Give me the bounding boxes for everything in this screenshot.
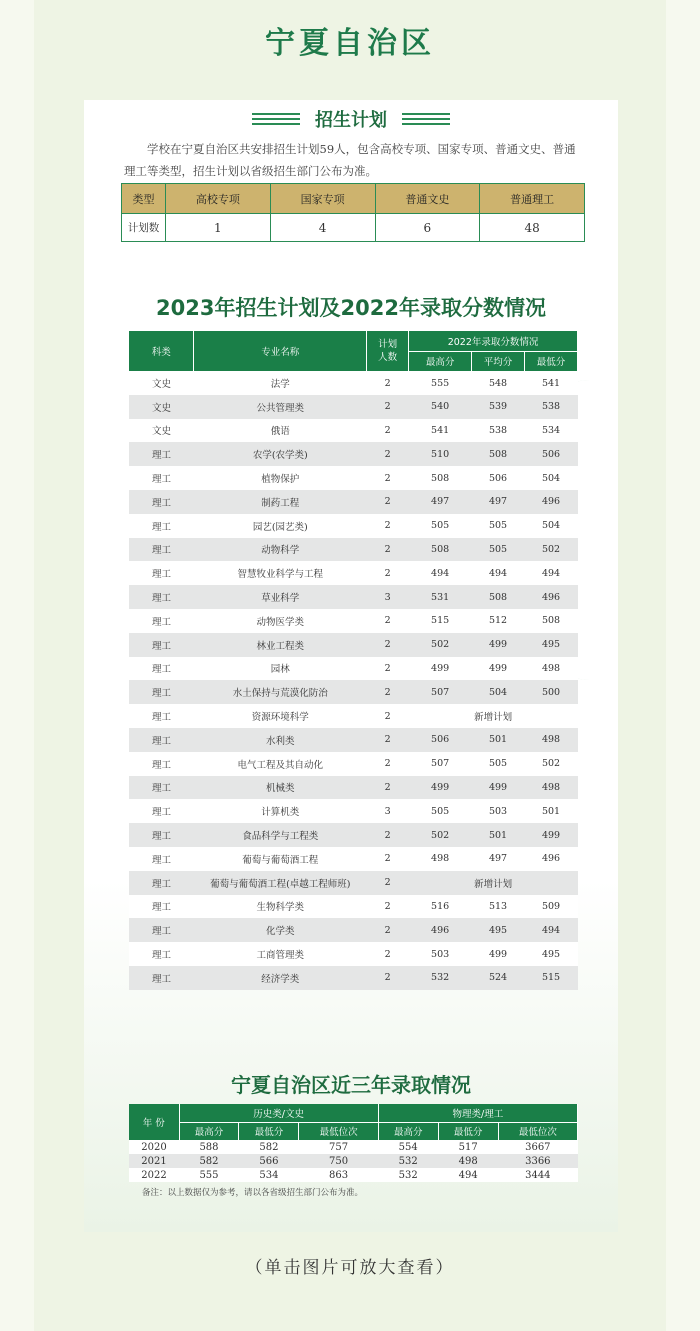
history-note: 备注：以上数据仅为参考，请以各省级招生部门公布为准。 <box>142 1188 364 1198</box>
major-cell-max: 499 <box>409 776 472 800</box>
major-cell-category: 理工 <box>129 514 194 538</box>
major-cell-plan: 2 <box>367 371 409 395</box>
major-cell-category: 理工 <box>129 633 194 657</box>
major-row <box>129 561 578 585</box>
major-row <box>129 918 578 942</box>
hist-header-group1: 历史类/文史 <box>179 1104 378 1122</box>
plan-table <box>121 183 585 242</box>
major-cell-max: 498 <box>409 847 472 871</box>
major-cell-major: 法学 <box>194 371 367 395</box>
heading-lines-right <box>402 110 450 128</box>
history-cell: 517 <box>438 1140 498 1154</box>
major-cell-category: 理工 <box>129 752 194 776</box>
major-cell-min: 502 <box>525 538 578 562</box>
hist-subheader: 最低分 <box>239 1122 299 1140</box>
col-header-plan: 计划 人数 <box>367 331 409 371</box>
history-cell: 582 <box>179 1154 239 1168</box>
major-cell-min: 496 <box>525 490 578 514</box>
major-row <box>129 442 578 466</box>
major-cell-min: 500 <box>525 680 578 704</box>
major-row <box>129 585 578 609</box>
plan-cell: 计划数 <box>122 214 166 242</box>
major-row <box>129 871 578 895</box>
major-cell-min: 504 <box>525 514 578 538</box>
plan-section-heading <box>84 106 618 132</box>
major-cell-plan: 2 <box>367 823 409 847</box>
major-cell-avg: 494 <box>472 561 525 585</box>
major-cell-avg: 499 <box>472 942 525 966</box>
major-cell-major: 动物医学类 <box>194 609 367 633</box>
major-cell-min: 515 <box>525 966 578 990</box>
major-cell-plan: 2 <box>367 442 409 466</box>
major-cell-max: 508 <box>409 538 472 562</box>
major-cell-major: 水利类 <box>194 728 367 752</box>
hist-subheader: 最低位次 <box>498 1122 577 1140</box>
col-header-max: 最高分 <box>409 351 472 371</box>
plan-cell: 48 <box>480 214 585 242</box>
enlarge-hint: （单击图片可放大查看） <box>245 1258 455 1278</box>
history-cell: 750 <box>299 1154 378 1168</box>
history-cell-year: 2020 <box>129 1140 179 1154</box>
major-cell-plan: 2 <box>367 514 409 538</box>
plan-header: 高校专项 <box>166 184 271 214</box>
major-row <box>129 847 578 871</box>
major-cell-min: 498 <box>525 728 578 752</box>
major-cell-major: 俄语 <box>194 419 367 443</box>
major-cell-max: 503 <box>409 942 472 966</box>
major-cell-plan: 3 <box>367 799 409 823</box>
major-cell-category: 理工 <box>129 823 194 847</box>
major-cell-major: 草业科学 <box>194 585 367 609</box>
hist-subheader: 最高分 <box>179 1122 239 1140</box>
major-cell-major: 资源环境科学 <box>194 704 367 728</box>
major-cell-plan: 2 <box>367 490 409 514</box>
major-cell-major: 生物科学类 <box>194 895 367 919</box>
major-row <box>129 395 578 419</box>
major-cell-plan: 2 <box>367 395 409 419</box>
major-row <box>129 419 578 443</box>
major-cell-max: 505 <box>409 514 472 538</box>
plan-section-title: 招生计划 <box>315 110 387 131</box>
major-cell-category: 理工 <box>129 966 194 990</box>
major-cell-plan: 2 <box>367 538 409 562</box>
major-cell-major: 水土保持与荒漠化防治 <box>194 680 367 704</box>
plan-header: 普通理工 <box>480 184 585 214</box>
major-cell-min: 538 <box>525 395 578 419</box>
col-header-avg: 平均分 <box>472 351 525 371</box>
major-cell-max: 508 <box>409 466 472 490</box>
page-title: 宁夏自治区 <box>265 26 435 61</box>
major-cell-category: 文史 <box>129 371 194 395</box>
history-cell: 863 <box>299 1168 378 1182</box>
major-cell-major: 林业工程类 <box>194 633 367 657</box>
major-cell-min: 541 <box>525 371 578 395</box>
major-cell-plan: 2 <box>367 847 409 871</box>
major-cell-min: 534 <box>525 419 578 443</box>
history-cell: 3667 <box>498 1140 577 1154</box>
major-row <box>129 680 578 704</box>
history-cell: 588 <box>179 1140 239 1154</box>
major-cell-category: 理工 <box>129 538 194 562</box>
plan-intro: 学校在宁夏自治区共安排招生计划59人，包含高校专项、国家专项、普通文史、普通理工等类型，招生计划以省级招生部门公布为准。 <box>124 142 576 178</box>
major-cell-avg: 499 <box>472 633 525 657</box>
history-cell-year: 2021 <box>129 1154 179 1168</box>
history-cell: 532 <box>378 1168 438 1182</box>
major-cell-max: 510 <box>409 442 472 466</box>
hist-subheader: 最低分 <box>438 1122 498 1140</box>
history-row <box>129 1140 578 1154</box>
major-cell-category: 理工 <box>129 895 194 919</box>
major-cell-avg: 501 <box>472 728 525 752</box>
major-cell-max: 502 <box>409 633 472 657</box>
major-cell-major: 化学类 <box>194 918 367 942</box>
history-cell: 532 <box>378 1154 438 1168</box>
history-cell: 554 <box>378 1140 438 1154</box>
major-cell-major: 葡萄与葡萄酒工程 <box>194 847 367 871</box>
right-margin <box>666 0 700 1331</box>
hist-subheader: 最低位次 <box>299 1122 378 1140</box>
history-section-title: 宁夏自治区近三年录取情况 <box>231 1073 471 1097</box>
hist-subheader: 最高分 <box>378 1122 438 1140</box>
major-cell-plan: 2 <box>367 657 409 681</box>
major-cell-max: 499 <box>409 657 472 681</box>
major-cell-category: 理工 <box>129 728 194 752</box>
major-row <box>129 371 578 395</box>
plan-header: 国家专项 <box>270 184 375 214</box>
major-row <box>129 799 578 823</box>
major-cell-major: 机械类 <box>194 776 367 800</box>
major-cell-min: 502 <box>525 752 578 776</box>
plan-cell: 6 <box>375 214 480 242</box>
major-cell-min: 494 <box>525 561 578 585</box>
major-cell-plan: 2 <box>367 561 409 585</box>
major-cell-max: 507 <box>409 752 472 776</box>
major-cell-major: 计算机类 <box>194 799 367 823</box>
major-cell-avg: 513 <box>472 895 525 919</box>
major-cell-major: 电气工程及其自动化 <box>194 752 367 776</box>
major-cell-major: 智慧牧业科学与工程 <box>194 561 367 585</box>
heading-lines-left <box>252 110 300 128</box>
col-header-score-group: 2022年录取分数情况 <box>409 331 578 351</box>
major-cell-major: 工商管理类 <box>194 942 367 966</box>
major-cell-max: 516 <box>409 895 472 919</box>
major-cell-category: 理工 <box>129 585 194 609</box>
major-cell-max: 515 <box>409 609 472 633</box>
history-cell-year: 2022 <box>129 1168 179 1182</box>
major-row <box>129 514 578 538</box>
major-cell-avg: 524 <box>472 966 525 990</box>
major-cell-max: 502 <box>409 823 472 847</box>
major-cell-category: 文史 <box>129 419 194 443</box>
major-cell-max: 505 <box>409 799 472 823</box>
major-row <box>129 966 578 990</box>
major-cell-plan: 2 <box>367 752 409 776</box>
major-cell-category: 理工 <box>129 847 194 871</box>
major-cell-category: 理工 <box>129 704 194 728</box>
major-cell-new-plan: 新增计划 <box>409 871 578 895</box>
history-cell: 498 <box>438 1154 498 1168</box>
major-cell-min: 508 <box>525 609 578 633</box>
major-cell-max: 540 <box>409 395 472 419</box>
major-cell-category: 理工 <box>129 442 194 466</box>
major-cell-min: 495 <box>525 942 578 966</box>
major-row <box>129 776 578 800</box>
major-cell-major: 公共管理类 <box>194 395 367 419</box>
major-cell-avg: 512 <box>472 609 525 633</box>
major-cell-category: 理工 <box>129 490 194 514</box>
major-cell-min: 495 <box>525 633 578 657</box>
major-cell-avg: 499 <box>472 776 525 800</box>
plan-header: 普通文史 <box>375 184 480 214</box>
plan-row <box>122 214 585 242</box>
major-cell-category: 理工 <box>129 680 194 704</box>
major-cell-plan: 2 <box>367 728 409 752</box>
major-cell-min: 504 <box>525 466 578 490</box>
plan-cell: 1 <box>166 214 271 242</box>
major-row <box>129 942 578 966</box>
major-cell-min: 498 <box>525 657 578 681</box>
col-header-min: 最低分 <box>525 351 578 371</box>
major-cell-min: 499 <box>525 823 578 847</box>
major-cell-max: 506 <box>409 728 472 752</box>
major-cell-max: 507 <box>409 680 472 704</box>
major-cell-max: 541 <box>409 419 472 443</box>
major-cell-major: 食品科学与工程类 <box>194 823 367 847</box>
major-cell-min: 506 <box>525 442 578 466</box>
major-cell-major: 制药工程 <box>194 490 367 514</box>
history-cell: 555 <box>179 1168 239 1182</box>
major-cell-avg: 505 <box>472 514 525 538</box>
major-cell-category: 理工 <box>129 918 194 942</box>
major-cell-avg: 501 <box>472 823 525 847</box>
plan-header: 类型 <box>122 184 166 214</box>
major-row <box>129 633 578 657</box>
major-cell-avg: 497 <box>472 847 525 871</box>
major-cell-avg: 548 <box>472 371 525 395</box>
major-cell-plan: 2 <box>367 918 409 942</box>
major-row <box>129 752 578 776</box>
major-cell-plan: 2 <box>367 633 409 657</box>
history-cell: 3444 <box>498 1168 577 1182</box>
col-header-major: 专业名称 <box>194 331 367 371</box>
major-cell-category: 理工 <box>129 609 194 633</box>
major-row <box>129 466 578 490</box>
major-cell-major: 动物科学 <box>194 538 367 562</box>
history-cell: 757 <box>299 1140 378 1154</box>
major-cell-plan: 2 <box>367 704 409 728</box>
col-header-category: 科类 <box>129 331 194 371</box>
major-cell-avg: 499 <box>472 657 525 681</box>
major-cell-avg: 508 <box>472 442 525 466</box>
major-cell-min: 501 <box>525 799 578 823</box>
major-table-body <box>129 371 578 990</box>
major-cell-plan: 2 <box>367 966 409 990</box>
major-cell-category: 理工 <box>129 871 194 895</box>
major-row <box>129 728 578 752</box>
hist-header-year: 年 份 <box>129 1104 179 1140</box>
history-row <box>129 1154 578 1168</box>
history-row <box>129 1168 578 1182</box>
history-cell: 566 <box>239 1154 299 1168</box>
major-cell-new-plan: 新增计划 <box>409 704 578 728</box>
plan-cell: 4 <box>270 214 375 242</box>
major-cell-max: 532 <box>409 966 472 990</box>
major-cell-major: 园林 <box>194 657 367 681</box>
major-cell-max: 497 <box>409 490 472 514</box>
major-cell-avg: 495 <box>472 918 525 942</box>
major-cell-avg: 503 <box>472 799 525 823</box>
major-cell-min: 498 <box>525 776 578 800</box>
major-cell-category: 文史 <box>129 395 194 419</box>
history-cell: 3366 <box>498 1154 577 1168</box>
major-cell-avg: 539 <box>472 395 525 419</box>
major-cell-avg: 505 <box>472 538 525 562</box>
major-cell-plan: 3 <box>367 585 409 609</box>
major-cell-plan: 2 <box>367 776 409 800</box>
major-cell-plan: 2 <box>367 942 409 966</box>
major-cell-min: 496 <box>525 585 578 609</box>
major-row <box>129 704 578 728</box>
major-cell-avg: 538 <box>472 419 525 443</box>
major-cell-major: 葡萄与葡萄酒工程(卓越工程师班) <box>194 871 367 895</box>
major-cell-major: 植物保护 <box>194 466 367 490</box>
major-cell-category: 理工 <box>129 799 194 823</box>
major-cell-category: 理工 <box>129 942 194 966</box>
major-cell-plan: 2 <box>367 895 409 919</box>
major-cell-avg: 497 <box>472 490 525 514</box>
history-cell: 534 <box>239 1168 299 1182</box>
major-table <box>129 331 578 990</box>
major-cell-major: 农学(农学类) <box>194 442 367 466</box>
major-cell-min: 494 <box>525 918 578 942</box>
major-cell-plan: 2 <box>367 871 409 895</box>
major-cell-plan: 2 <box>367 680 409 704</box>
major-cell-plan: 2 <box>367 466 409 490</box>
history-table <box>129 1104 578 1182</box>
major-section-title: 2023年招生计划及2022年录取分数情况 <box>156 296 546 320</box>
major-row <box>129 657 578 681</box>
major-cell-category: 理工 <box>129 776 194 800</box>
major-row <box>129 609 578 633</box>
major-cell-plan: 2 <box>367 609 409 633</box>
major-row <box>129 490 578 514</box>
history-cell: 582 <box>239 1140 299 1154</box>
major-cell-max: 531 <box>409 585 472 609</box>
major-cell-max: 555 <box>409 371 472 395</box>
major-cell-max: 494 <box>409 561 472 585</box>
history-cell: 494 <box>438 1168 498 1182</box>
major-cell-category: 理工 <box>129 657 194 681</box>
major-cell-avg: 505 <box>472 752 525 776</box>
major-cell-min: 509 <box>525 895 578 919</box>
major-cell-plan: 2 <box>367 419 409 443</box>
history-table-body <box>129 1140 578 1182</box>
major-row <box>129 538 578 562</box>
major-cell-avg: 504 <box>472 680 525 704</box>
left-margin <box>0 0 34 1331</box>
major-row <box>129 823 578 847</box>
major-cell-max: 496 <box>409 918 472 942</box>
major-row <box>129 895 578 919</box>
major-cell-category: 理工 <box>129 466 194 490</box>
major-cell-major: 园艺(园艺类) <box>194 514 367 538</box>
major-cell-major: 经济学类 <box>194 966 367 990</box>
hist-header-group2: 物理类/理工 <box>378 1104 577 1122</box>
major-cell-avg: 506 <box>472 466 525 490</box>
major-cell-min: 496 <box>525 847 578 871</box>
major-cell-category: 理工 <box>129 561 194 585</box>
major-cell-avg: 508 <box>472 585 525 609</box>
